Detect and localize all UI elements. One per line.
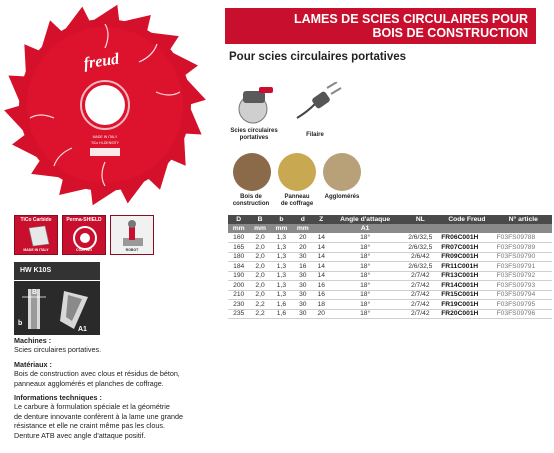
badge-perma-title: Perma-SHIELD — [66, 217, 102, 223]
table-cell: 184 — [228, 262, 249, 272]
notes-info-line-4: Denture ATB avec angle d'attaque positif. — [14, 430, 146, 440]
table-cell: 2,0 — [249, 252, 270, 262]
table-cell: 2/7/42 — [401, 290, 439, 300]
table-cell: 2/7/42 — [401, 281, 439, 291]
badge-tico-carbide — [14, 215, 58, 255]
table-cell: 2,0 — [249, 262, 270, 272]
banner-title-line-2: BOIS DE CONSTRUCTION — [372, 26, 528, 40]
badge-tico-caption: MADE IN ITALY — [23, 248, 49, 252]
table-cell: 14 — [314, 271, 329, 281]
table-cell: F03FS09791 — [495, 262, 552, 272]
table-cell: F03FS09795 — [495, 300, 552, 310]
table-cell: 18° — [329, 290, 401, 300]
table-cell: 30 — [292, 309, 313, 319]
material-wood-line-1: Bois de — [240, 194, 262, 200]
table-cell: 14 — [314, 252, 329, 262]
table-cell: 2/7/42 — [401, 309, 439, 319]
table-cell: 1,3 — [271, 281, 292, 291]
column-header: B — [249, 215, 270, 224]
table-cell: 200 — [228, 281, 249, 291]
circular-saw-icon — [233, 85, 277, 125]
table-cell: 18° — [329, 281, 401, 291]
table-row — [228, 252, 552, 262]
table-cell: 20 — [314, 309, 329, 319]
column-header: b — [271, 215, 292, 224]
table-cell: 165 — [228, 243, 249, 253]
table-cell: 20 — [292, 233, 313, 243]
table-cell: 18° — [329, 252, 401, 262]
table-units-row — [228, 224, 552, 233]
column-unit: mm — [292, 224, 313, 233]
table-cell: 18° — [329, 300, 401, 310]
material-construction-wood-image — [233, 153, 271, 191]
table-cell: 2/7/42 — [401, 271, 439, 281]
blade-spec-box — [90, 148, 120, 156]
column-header: Z — [314, 215, 329, 224]
notes-info-heading: Informations techniques : — [14, 393, 102, 403]
table-cell: 210 — [228, 290, 249, 300]
table-cell: 16 — [292, 262, 313, 272]
table-cell: 235 — [228, 309, 249, 319]
table-cell: 160 — [228, 233, 249, 243]
table-cell: 18° — [329, 271, 401, 281]
table-cell: 1,3 — [271, 262, 292, 272]
feature-badges — [14, 215, 154, 255]
blade-brand-logo: freud — [82, 50, 121, 73]
badge-robot-caption: ROBOT — [125, 248, 139, 252]
table-cell: 30 — [292, 281, 313, 291]
badge-tico-title: TiCo Carbide — [20, 217, 52, 223]
table-cell: 1,3 — [271, 290, 292, 300]
table-row — [228, 262, 552, 272]
arbor-hole — [85, 85, 125, 125]
table-cell: 2,0 — [249, 271, 270, 281]
table-cell: 2,2 — [249, 300, 270, 310]
column-unit — [314, 224, 329, 233]
table-cell: 14 — [314, 262, 329, 272]
column-unit — [401, 224, 439, 233]
column-header: N° article — [495, 215, 552, 224]
table-cell: FR06C001H — [439, 233, 494, 243]
tooth-label-angle: A1 — [78, 326, 87, 333]
table-cell: 14 — [314, 233, 329, 243]
table-cell: 30 — [292, 300, 313, 310]
table-cell: 2/6/32,5 — [401, 233, 439, 243]
material-construction-wood-label — [226, 194, 276, 207]
table-cell: 18° — [329, 309, 401, 319]
table-cell: 2,0 — [249, 281, 270, 291]
table-cell: FR09C001H — [439, 252, 494, 262]
table-row — [228, 271, 552, 281]
tool-wired-label: Filaire — [306, 132, 324, 138]
notes-machines-heading: Machines : — [14, 336, 52, 345]
table-cell: 30 — [292, 252, 313, 262]
notes-machines-text: Scies circulaires portatives. — [14, 345, 102, 355]
tool-portable-saw-line-2: portatives — [239, 134, 269, 141]
table-cell: 16 — [314, 281, 329, 291]
table-cell: 2/6/42 — [401, 252, 439, 262]
table-cell: F03FS09789 — [495, 243, 552, 253]
table-cell: 180 — [228, 252, 249, 262]
material-panel-line-2: de coffrage — [280, 200, 314, 207]
table-cell: 2,2 — [249, 309, 270, 319]
tool-portable-saw-line-1: Scies circulaires — [230, 128, 278, 134]
product-notes — [14, 336, 214, 440]
tooth-geometry-diagram — [14, 281, 100, 335]
table-cell: FR19C001H — [439, 300, 494, 310]
table-cell: 20 — [292, 243, 313, 253]
column-unit: mm — [228, 224, 249, 233]
blade-label-made-in: MADE IN ITALY — [92, 135, 118, 139]
material-panel-line-1: Panneau — [284, 194, 310, 200]
table-cell: 30 — [292, 290, 313, 300]
notes-materials-heading: Matériaux : — [14, 359, 52, 369]
table-cell: 2/6/32,5 — [401, 262, 439, 272]
table-row — [228, 309, 552, 319]
table-cell: 1,3 — [271, 233, 292, 243]
column-header: Code Freud — [439, 215, 494, 224]
table-cell: 190 — [228, 271, 249, 281]
table-cell: FR07C001H — [439, 243, 494, 253]
table-cell: 1,3 — [271, 243, 292, 253]
material-formwork-panel-image — [278, 153, 316, 191]
table-cell: 2,0 — [249, 290, 270, 300]
table-cell: F03FS09794 — [495, 290, 552, 300]
table-cell: 18 — [314, 300, 329, 310]
table-cell: F03FS09796 — [495, 309, 552, 319]
notes-materials-line-1: Bois de construction avec clous et résidus de béton, — [14, 369, 180, 379]
tooth-label-b-upper: B — [32, 289, 38, 296]
column-unit: A1 — [329, 224, 401, 233]
column-unit: mm — [271, 224, 292, 233]
material-chipboard-label: Agglomérés — [324, 194, 360, 200]
badge-perma-caption: COATING — [76, 248, 92, 252]
tooth-grade-label: HW K10S — [14, 262, 100, 280]
table-cell: 1,3 — [271, 271, 292, 281]
column-header: d — [292, 215, 313, 224]
table-cell: FR11C001H — [439, 262, 494, 272]
table-cell: 1,6 — [271, 300, 292, 310]
notes-materials-line-2: panneaux agglomérés et planches de coffrage. — [14, 378, 164, 388]
table-row — [228, 281, 552, 291]
badge-perma-shield — [62, 215, 106, 255]
table-body — [228, 233, 552, 319]
notes-info-line-1: Le carbure à formulation spéciale et la géométrie — [14, 402, 170, 412]
table-row — [228, 233, 552, 243]
table-cell: FR15C001H — [439, 290, 494, 300]
table-cell: 1,6 — [271, 309, 292, 319]
table-cell: 18° — [329, 262, 401, 272]
table-cell: 2/7/42 — [401, 300, 439, 310]
column-header: D — [228, 215, 249, 224]
notes-info-line-2: de denture innovante confèrent à la lame une grande — [14, 411, 184, 421]
table-cell: 2/6/32,5 — [401, 243, 439, 253]
column-unit: mm — [249, 224, 270, 233]
table-header-row — [228, 215, 552, 224]
table-row — [228, 300, 552, 310]
table-cell: FR20C001H — [439, 309, 494, 319]
table-cell: 18° — [329, 233, 401, 243]
tool-portable-saw-label — [223, 128, 285, 141]
tooth-label-b-lower: b — [18, 320, 23, 327]
table-cell: 18° — [329, 243, 401, 253]
column-header: NL — [401, 215, 439, 224]
material-formwork-panel-label — [274, 194, 320, 207]
page-subtitle: Pour scies circulaires portatives — [229, 51, 407, 63]
blade-label-tico: TiCo HI-DENSITY — [90, 141, 120, 145]
column-unit — [495, 224, 552, 233]
banner-title-line-1: LAMES DE SCIES CIRCULAIRES POUR — [293, 12, 528, 26]
saw-blade-image — [2, 2, 208, 208]
table-cell: 1,3 — [271, 252, 292, 262]
table-cell: F03FS09792 — [495, 271, 552, 281]
table-cell: 2,0 — [249, 243, 270, 253]
table-cell: F03FS09788 — [495, 233, 552, 243]
badge-robot — [110, 215, 154, 255]
material-wood-line-2: construction — [232, 200, 270, 207]
title-banner — [225, 8, 536, 44]
table-cell: 30 — [292, 271, 313, 281]
specification-table — [228, 215, 552, 319]
material-chipboard-image — [323, 153, 361, 191]
table-cell: 230 — [228, 300, 249, 310]
notes-info-line-3: résistance et elle ne craint même pas les clous. — [14, 421, 166, 431]
table-row — [228, 243, 552, 253]
table-cell: 16 — [314, 290, 329, 300]
table-row — [228, 290, 552, 300]
table-cell: FR14C001H — [439, 281, 494, 291]
table-cell: 14 — [314, 243, 329, 253]
column-header: Angle d'attaque — [329, 215, 401, 224]
column-unit — [439, 224, 494, 233]
table-cell: F03FS09790 — [495, 252, 552, 262]
table-cell: F03FS09793 — [495, 281, 552, 291]
table-cell: FR13C001H — [439, 271, 494, 281]
power-plug-icon — [293, 82, 345, 124]
table-cell: 2,0 — [249, 233, 270, 243]
